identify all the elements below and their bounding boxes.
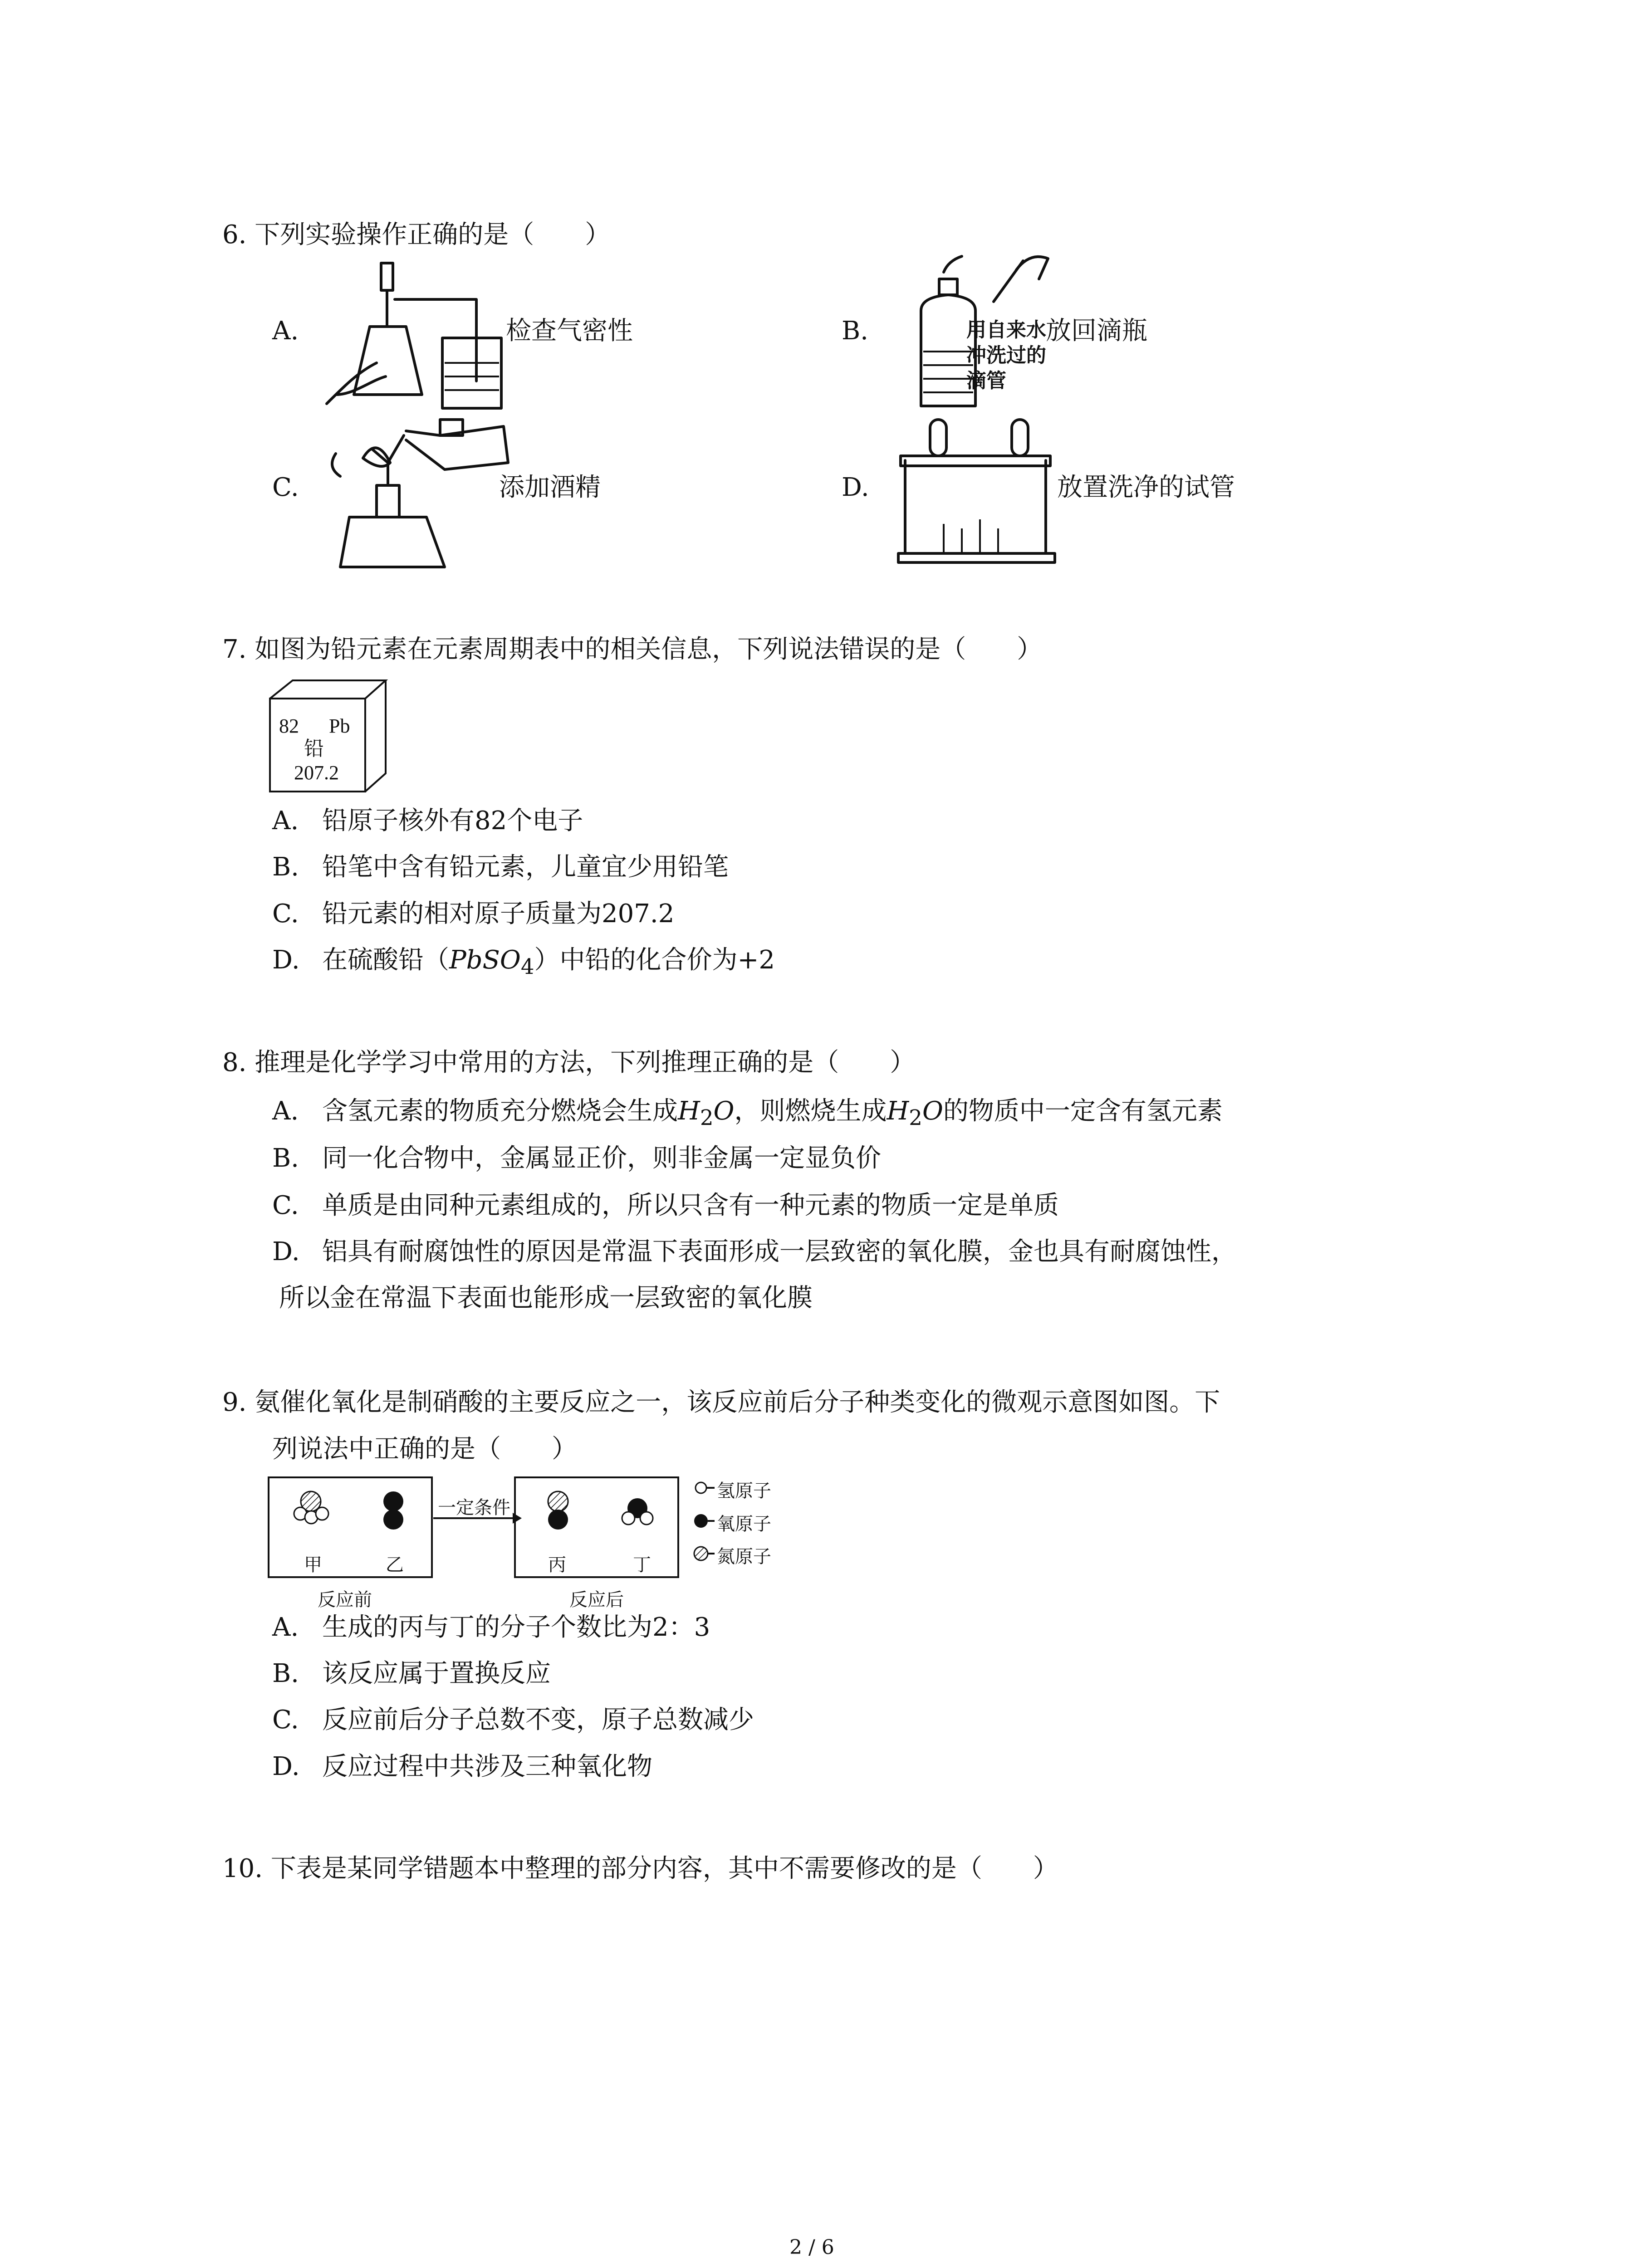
test-tube-rack-illustration	[894, 411, 1057, 565]
q7-option-b-text: 铅笔中含有铅元素，儿童宜少用铅笔	[322, 852, 729, 882]
q9-stem-line1: 9. 氨催化氧化是制硝酸的主要反应之一，该反应前后分子种类变化的微观示意图如图。下	[222, 1388, 1220, 1417]
q9-option-b-letter: B.	[272, 1659, 299, 1688]
q8-option-d-text-cont: 所以金在常温下表面也能形成一层致密的氧化膜	[279, 1283, 813, 1313]
q6-option-b-letter: B.	[842, 316, 868, 346]
q8-option-a-text: 含氢元素的物质充分燃烧会生成$H_2O$，则燃烧生成$H_2O$的物质中一定含有氢元素	[322, 1096, 1223, 1131]
legend-nitrogen: 氮原子	[717, 1546, 771, 1567]
q8-option-a-letter: A.	[272, 1096, 299, 1126]
q6-option-a-letter: A.	[272, 316, 299, 346]
q6-option-d-letter: D.	[842, 473, 869, 502]
label-ding: 丁	[633, 1554, 651, 1575]
q7-option-a-text: 铅原子核外有82个电子	[322, 806, 583, 836]
q6-option-b-caption: 放回滴瓶	[1046, 316, 1147, 346]
q8-option-d-text: 铝具有耐腐蚀性的原因是常温下表面形成一层致密的氧化膜，金也具有耐腐蚀性，	[322, 1237, 1237, 1266]
q8-option-d-letter: D.	[272, 1237, 300, 1266]
label-yi: 乙	[386, 1554, 404, 1575]
dropper-label-line1: 用自来水	[966, 319, 1046, 341]
q8-option-b-letter: B.	[272, 1144, 299, 1173]
q9-stem-line2: 列说法中正确的是（ ）	[272, 1434, 577, 1464]
legend-hydrogen: 氢原子	[717, 1481, 771, 1501]
q6-option-c-letter: C.	[272, 473, 299, 502]
alcohol-lamp-refill-illustration	[327, 408, 508, 572]
q7-option-c-letter: C.	[272, 899, 299, 929]
q9-option-a-text: 生成的丙与丁的分子个数比为2：3	[322, 1613, 710, 1642]
q7-option-b-letter: B.	[272, 852, 299, 882]
q7-option-c-text: 铅元素的相对原子质量为207.2	[322, 899, 675, 929]
page-number: 2 / 6	[789, 2236, 834, 2259]
element-symbol: Pb	[329, 715, 350, 737]
element-number: 82	[279, 715, 299, 737]
reaction-condition: 一定条件	[438, 1497, 510, 1518]
q8-option-b-text: 同一化合物中，金属显正价，则非金属一定显负价	[322, 1144, 881, 1173]
label-bing: 丙	[548, 1554, 566, 1575]
dropper-label-line2: 冲洗过的	[966, 344, 1046, 367]
q6-option-d-caption: 放置洗净的试管	[1057, 473, 1235, 502]
label-after: 反应后	[569, 1589, 624, 1610]
q9-option-c-text: 反应前后分子总数不变，原子总数减少	[322, 1705, 754, 1735]
q8-option-c-text: 单质是由同种元素组成的，所以只含有一种元素的物质一定是单质	[322, 1191, 1059, 1220]
q10-stem: 10. 下表是某同学错题本中整理的部分内容，其中不需要修改的是（ ）	[222, 1854, 1058, 1883]
q6-option-a-caption: 检查气密性	[506, 316, 633, 346]
airtightness-check-illustration	[327, 259, 499, 413]
q9-option-c-letter: C.	[272, 1705, 299, 1735]
q9-option-d-letter: D.	[272, 1752, 300, 1781]
q7-option-a-letter: A.	[272, 806, 299, 836]
label-jia: 甲	[304, 1554, 322, 1575]
q7-stem: 7. 如图为铅元素在元素周期表中的相关信息，下列说法错误的是（ ）	[222, 635, 1043, 664]
dropper-label-line3: 滴管	[966, 370, 1006, 392]
q9-option-b-text: 该反应属于置换反应	[322, 1659, 551, 1688]
legend-oxygen: 氧原子	[717, 1514, 771, 1535]
q6-option-c-caption: 添加酒精	[499, 473, 601, 502]
q7-option-d-letter: D.	[272, 945, 300, 975]
q7-option-d-text: 在硫酸铅（PbSO$_4$）中铅的化合价为+2	[322, 945, 775, 980]
element-name: 铅	[304, 737, 324, 760]
q9-option-d-text: 反应过程中共涉及三种氧化物	[322, 1752, 652, 1781]
q9-option-a-letter: A.	[272, 1613, 299, 1642]
label-before: 反应前	[318, 1589, 372, 1610]
q6-stem: 6. 下列实验操作正确的是（ ）	[222, 220, 611, 249]
element-mass: 207.2	[294, 762, 339, 784]
q8-option-c-letter: C.	[272, 1191, 299, 1220]
q8-stem: 8. 推理是化学学习中常用的方法，下列推理正确的是（ ）	[222, 1048, 916, 1077]
